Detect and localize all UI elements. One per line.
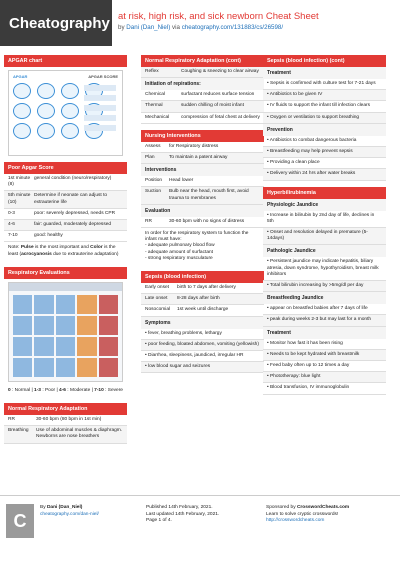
row-value: Determine if neonate can adjust to extrauterine life — [34, 193, 108, 205]
sponsor-tagline: Learn to solve cryptic crosswords! — [266, 511, 339, 517]
row-value: 1st week until discharge — [177, 307, 229, 313]
list-item: - adequate amount of surfactant — [145, 249, 213, 255]
page-footer — [0, 495, 400, 566]
scale-label: : Poor | — [40, 387, 60, 393]
row-key: Late onset — [145, 296, 168, 302]
note-text: is the most important and — [33, 245, 91, 251]
list-item: • Needs to be kept hydrated with breastmilk — [263, 350, 386, 361]
scale-value: 0 — [8, 387, 11, 393]
row-value: general condition (neuro/respiratory) — [34, 176, 112, 181]
author-link[interactable]: Dani (Dan_Niel) — [126, 24, 171, 31]
table-row — [4, 426, 127, 443]
baby-icon — [61, 103, 79, 119]
section-heading: Normal Respiratory Adaptation (cont) — [141, 55, 264, 67]
row-value: for Respiratory distress — [169, 143, 219, 149]
row-key: Assess — [145, 143, 161, 149]
table-row — [4, 174, 127, 191]
page-title: at risk, high risk, and sick newborn Cheat Sheet — [118, 11, 319, 22]
row-key: Position — [145, 178, 163, 184]
row-key: 4-6 — [8, 222, 15, 228]
apgar-chart-section — [4, 55, 127, 156]
author-avatar[interactable]: C — [6, 504, 34, 538]
respiratory-grid — [13, 295, 118, 377]
scale-label: : Severe — [103, 387, 123, 393]
note-text: due to extrauterine adaptation) — [51, 251, 119, 257]
row-value: 30-60 bpm (80 bpm in 1st min) — [36, 417, 102, 423]
section-heading: Hyperbilirubinemia — [263, 187, 386, 199]
table-row — [4, 209, 127, 220]
table-row — [141, 217, 264, 228]
list-item: • Providing a clean place — [263, 158, 386, 169]
baby-icon — [13, 103, 31, 119]
apgar-score-label: APGAR SCORE — [88, 74, 118, 79]
section-heading: Sepsis (blood infection) (cont) — [263, 55, 386, 67]
row-key: RR — [8, 417, 15, 423]
nursing-note — [141, 228, 264, 265]
table-row — [4, 231, 127, 242]
footer-author — [40, 505, 135, 518]
list-item: • Delivery within 24 hrs after water breaks — [263, 169, 386, 180]
nursing-rows — [141, 142, 264, 164]
footer-by: By — [40, 505, 47, 510]
sponsor-prefix: Sponsored by — [266, 505, 297, 510]
baby-icon — [13, 123, 31, 139]
row-key: Mechanical — [145, 114, 170, 120]
sponsor-name: CrosswordCheats.com — [296, 505, 350, 510]
sepsis-cont-section — [263, 55, 386, 181]
section-heading: APGAR chart — [4, 55, 127, 67]
list-item: • Increase in bilirubin by 2nd day of life, declines in 5th — [263, 211, 386, 228]
intervention-rows — [141, 176, 264, 205]
subheading: Breastfeeding Jaundice — [263, 292, 386, 304]
subheading: Pathologic Jaundice — [263, 245, 386, 257]
list-item: • Persistent jaundice may indicate hepatitis, biliary atresia, down syndrome, hypothyroidism, breast milk inhibitors — [263, 257, 386, 281]
table-row — [141, 305, 264, 316]
table-row — [141, 113, 264, 124]
note-pulse: Pulse — [20, 245, 34, 251]
sepsis-rows — [141, 283, 264, 317]
row-key: 0-3 — [8, 210, 15, 216]
subheading: Interventions — [141, 164, 264, 176]
section-heading: Nursing Interventions — [141, 130, 264, 142]
list-item: • fever, breathing problems, lethargy — [141, 329, 264, 340]
row-key: RR — [145, 218, 152, 224]
row-value: sudden chilling of moist infant — [181, 103, 244, 109]
scale-label: : Moderate | — [65, 387, 95, 393]
table-row — [141, 142, 264, 153]
score-list — [84, 85, 116, 135]
baby-icon — [37, 103, 55, 119]
physiologic-list — [263, 211, 386, 246]
reflex-row — [141, 67, 264, 78]
apgar-chart-image — [8, 70, 123, 156]
scale-value: 4-6 — [59, 387, 66, 393]
table-row — [4, 220, 127, 231]
row-key: Nosocomial — [145, 307, 171, 313]
initiation-rows — [141, 90, 264, 124]
table-row — [4, 191, 127, 208]
note-text: is the least ( — [8, 245, 116, 257]
scale-value: 1-3 — [34, 387, 41, 393]
row-value: Coughing & sneezing to clear airway — [181, 69, 259, 74]
column-1 — [4, 55, 127, 450]
sepsis-treatment-list — [263, 79, 386, 124]
table-row — [141, 187, 264, 204]
sepsis-prevention-list — [263, 136, 386, 181]
row-key: Plan — [145, 155, 155, 161]
row-key: Thermal — [145, 103, 163, 109]
subheading: Physiologic Jaundice — [263, 199, 386, 211]
footer-sponsor — [266, 505, 386, 525]
page-header — [0, 0, 400, 50]
scale-value: 7-10 — [94, 387, 104, 393]
list-item: • IV fluids to support the infant till infection clears — [263, 101, 386, 112]
table-row — [141, 294, 264, 305]
subheading: Prevention — [263, 124, 386, 136]
poor-apgar-note — [4, 242, 127, 260]
row-value: To maintain a patent airway — [169, 155, 228, 161]
row-key: 7-10 — [8, 233, 18, 239]
note-text: In order for the respiratory system to function the infant must have: — [145, 231, 249, 243]
row-key: Chemical — [145, 92, 165, 98]
row-value: 8-28 days after birth — [177, 296, 220, 302]
table-row — [141, 283, 264, 294]
list-item: • Total bilirubin increasing by >5mg/dl per day — [263, 281, 386, 292]
section-heading: Normal Respiratory Adaptation — [4, 403, 127, 415]
list-item: • Antibiotics to be given IV — [263, 90, 386, 101]
row-key: Reflex — [145, 69, 159, 74]
list-item: • Monitor how fast it has been rising — [263, 339, 386, 350]
section-heading: Sepsis (blood infection) — [141, 271, 264, 283]
subheading: Treatment — [263, 67, 386, 79]
byline-via: via — [172, 24, 180, 31]
row-value: surfactant reduces surface tension — [181, 92, 255, 98]
row-value: good: healthy — [34, 233, 63, 239]
footer-dates — [146, 505, 256, 525]
cheatography-logo[interactable]: Cheatography — [0, 0, 112, 46]
table-row — [4, 415, 127, 426]
row-value: birth to 7 days after delivery — [177, 285, 236, 291]
footer-author-link[interactable]: cheatography.com/dan-niel/ — [40, 511, 99, 517]
normal-respiratory-section — [4, 403, 127, 444]
list-item: - strong respiratory musculature — [145, 255, 213, 261]
list-item: • Diarrhea, sleepiness, jaundiced, irregular HR — [141, 351, 264, 362]
column-3 — [263, 55, 386, 401]
updated-date: Last updated 14th February, 2021. — [146, 511, 220, 517]
list-item: • Onset and resolution delayed in premature (5-14days) — [263, 228, 386, 245]
byline — [118, 24, 283, 31]
list-item: • Feed baby often up to 12 times a day — [263, 361, 386, 372]
column-2 — [141, 55, 264, 379]
list-item: • Breastfeeding may help prevent sepsis — [263, 147, 386, 158]
row-value: poor: severely depressed, needs CPR — [34, 210, 116, 216]
section-heading: Respiratory Evaluations — [4, 267, 127, 279]
section-heading: Poor Apgar Score — [4, 162, 127, 174]
hyperbilirubinemia-section — [263, 187, 386, 395]
poor-apgar-rows — [4, 174, 127, 242]
note-text: Note: — [8, 245, 21, 251]
baby-icon — [37, 123, 55, 139]
subheading: Symptoms — [141, 317, 264, 329]
row-key: 1st minute (8) — [8, 176, 31, 188]
table-row — [141, 153, 264, 164]
sheet-url-link[interactable]: cheatography.com/131883/cs/26598/ — [181, 24, 284, 31]
list-item: • Phototherapy: blue light — [263, 372, 386, 383]
list-item: • Oxygen or ventilation to support breathing — [263, 113, 386, 124]
list-item: • Blood transfusion, IV immunoglobulin — [263, 383, 386, 394]
scale-label: : Normal | — [10, 387, 35, 393]
row-value: compression of fetal chest at delivery — [181, 114, 260, 120]
note-acrocyanosis: acrocyanosis — [21, 251, 52, 257]
sepsis-section — [141, 271, 264, 373]
normal-resp-rows — [4, 415, 127, 444]
normal-respiratory-cont-section — [141, 55, 264, 124]
apgar-image-label: APGAR — [13, 74, 28, 79]
nursing-interventions-section — [141, 130, 264, 265]
distress-scale — [4, 385, 127, 397]
list-item: • peak during weeks 2-3 but may last for a month — [263, 315, 386, 326]
subheading: Initiation of repirations: — [141, 78, 264, 90]
published-date: Published 14th February, 2021. — [146, 505, 213, 510]
table-row — [141, 101, 264, 112]
table-row — [141, 176, 264, 187]
evaluation-rows — [141, 217, 264, 228]
row-value: fair: guarded, moderately depressed — [34, 222, 112, 228]
respiratory-distress-image — [8, 282, 123, 382]
row-value: Use of abdominal muscles & diaphragm. Newborns are nose breathers — [36, 428, 123, 440]
list-item: - adequate pulmonary blood flow — [145, 243, 215, 249]
note-color: Color — [90, 245, 103, 251]
baby-icon — [13, 83, 31, 99]
row-key: Breathing — [8, 428, 29, 434]
row-key: Suction — [145, 189, 161, 195]
list-item: • poor feeding, bloated abdomen, vomiting (yellowish) — [141, 340, 264, 351]
list-item: • low blood sugar and seizures — [141, 362, 264, 373]
row-value: Head lower — [169, 178, 194, 184]
list-item: • Sepsis is confirmed with culture test for 7-21 days — [263, 79, 386, 90]
hyperbili-treatment-list — [263, 339, 386, 395]
image-header-bar — [9, 283, 122, 291]
list-item: • Antibiotics to combat dangerous bacteria — [263, 136, 386, 147]
subheading: Evaluation — [141, 205, 264, 217]
baby-icon — [37, 83, 55, 99]
footer-author-name: Dani (Dan_Niel) — [46, 505, 83, 510]
list-item: • appear on breastfed babies after 7 days of life — [263, 304, 386, 315]
table-row — [141, 90, 264, 101]
sponsor-link[interactable]: http://crosswordcheats.com — [266, 518, 325, 524]
breastfeeding-list — [263, 304, 386, 326]
row-key: Early onset — [145, 285, 169, 291]
row-value: 30-60 bpm with no signs of distress — [169, 218, 245, 224]
pathologic-list — [263, 257, 386, 292]
nursing-bullets — [145, 243, 260, 262]
baby-icon — [61, 83, 79, 99]
respiratory-evaluations-section — [4, 267, 127, 397]
symptoms-list — [141, 329, 264, 374]
subheading: Treatment — [263, 327, 386, 339]
page-count: Page 1 of 4. — [146, 518, 172, 524]
baby-icon — [61, 123, 79, 139]
row-key: 5th minute (10) — [8, 193, 31, 205]
byline-prefix: by — [118, 24, 125, 31]
poor-apgar-section — [4, 162, 127, 261]
row-value: Bulb near the head, mouth first, avoid trauma to membranes — [169, 189, 249, 201]
